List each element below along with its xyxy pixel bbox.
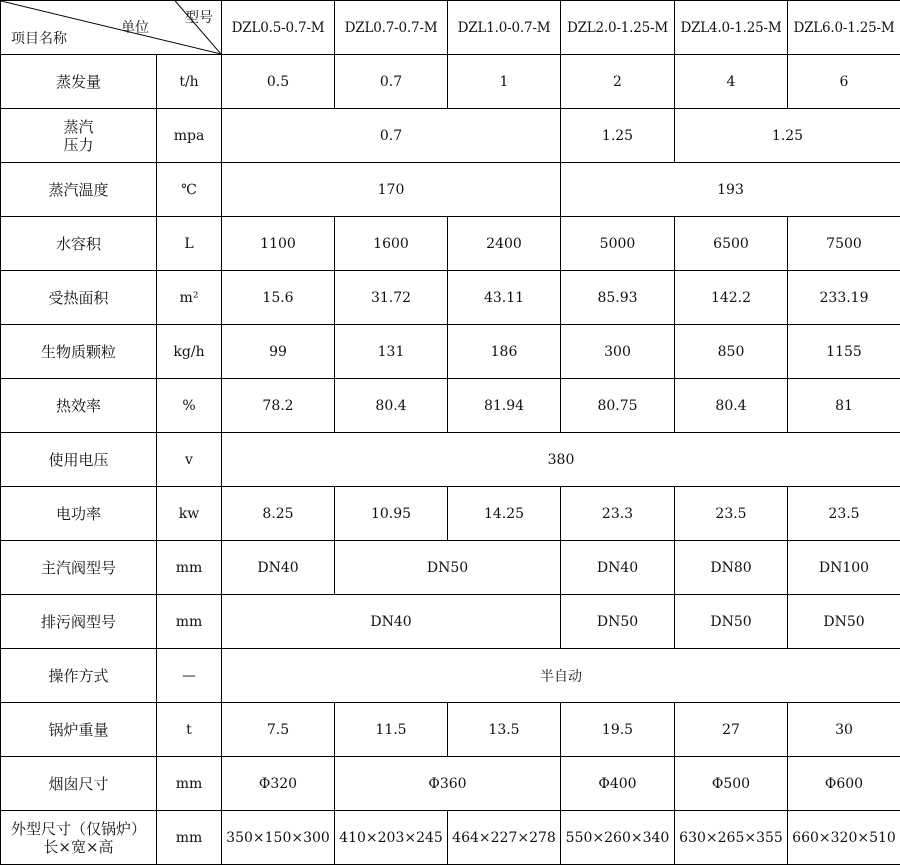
unit-cell: ℃ [157,163,222,217]
unit-cell: t [157,703,222,757]
value-cell: 660×320×510 [788,811,900,865]
table-row [1,703,900,757]
row-label: 热效率 [1,379,157,433]
value-cell: 6500 [675,217,788,271]
row-label-line2: 压力 [63,136,93,154]
value-cell: 81.94 [448,379,561,433]
corner-model-label: 型号 [185,7,213,27]
unit-cell: t/h [157,55,222,109]
row-label: 蒸汽温度 [1,163,157,217]
table-row [1,757,900,811]
corner-item-label: 项目名称 [11,28,67,48]
unit-cell: % [157,379,222,433]
value-cell: 142.2 [675,271,788,325]
model-header-1: DZL0.5-0.7-M [222,1,335,55]
value-cell: Φ500 [675,757,788,811]
value-cell: 131 [335,325,448,379]
value-cell: 8.25 [222,487,335,541]
table-row [1,811,900,865]
value-cell: 11.5 [335,703,448,757]
corner-unit-label: 单位 [121,17,149,37]
value-cell: 78.2 [222,379,335,433]
value-cell: DN50 [788,595,900,649]
table-row [1,379,900,433]
value-cell: 14.25 [448,487,561,541]
value-cell: 380 [222,433,900,487]
value-cell: 464×227×278 [448,811,561,865]
row-label: 电功率 [1,487,157,541]
value-cell: DN100 [788,541,900,595]
table-row [1,325,900,379]
unit-cell: mm [157,595,222,649]
unit-cell: — [157,649,222,703]
value-cell: DN50 [335,541,561,595]
value-cell: 7.5 [222,703,335,757]
value-cell: 27 [675,703,788,757]
value-cell: 850 [675,325,788,379]
row-label-line1: 外型尺寸（仅锅炉） [11,820,146,838]
value-cell: 80.75 [561,379,675,433]
row-label: 生物质颗粒 [1,325,157,379]
value-cell: 1 [448,55,561,109]
value-cell: 6 [788,55,900,109]
value-cell: 23.3 [561,487,675,541]
value-cell: 550×260×340 [561,811,675,865]
value-cell: 2400 [448,217,561,271]
value-cell: 1155 [788,325,900,379]
value-cell: 13.5 [448,703,561,757]
value-cell: 7500 [788,217,900,271]
value-cell: 630×265×355 [675,811,788,865]
table-row [1,649,900,703]
value-cell: Φ320 [222,757,335,811]
row-label: 主汽阀型号 [1,541,157,595]
unit-cell: mm [157,811,222,865]
unit-cell: kw [157,487,222,541]
model-header-6: DZL6.0-1.25-M [788,1,900,55]
row-label: 烟囱尺寸 [1,757,157,811]
value-cell: 99 [222,325,335,379]
value-cell: 30 [788,703,900,757]
value-cell: 19.5 [561,703,675,757]
value-cell: 5000 [561,217,675,271]
unit-cell: mpa [157,109,222,163]
value-cell: 1.25 [561,109,675,163]
value-cell: 85.93 [561,271,675,325]
table-row [1,271,900,325]
row-label [1,109,157,163]
row-label: 排污阀型号 [1,595,157,649]
unit-cell: m² [157,271,222,325]
value-cell: 23.5 [675,487,788,541]
value-cell: 31.72 [335,271,448,325]
unit-cell: L [157,217,222,271]
table-row [1,487,900,541]
header-row [1,1,900,55]
value-cell: 1600 [335,217,448,271]
value-cell: 300 [561,325,675,379]
model-header-5: DZL4.0-1.25-M [675,1,788,55]
value-cell: 43.11 [448,271,561,325]
unit-cell: mm [157,757,222,811]
value-cell: 80.4 [335,379,448,433]
unit-cell: v [157,433,222,487]
value-cell: Φ400 [561,757,675,811]
value-cell: 4 [675,55,788,109]
row-label-line1: 蒸汽 [63,118,93,136]
value-cell: 15.6 [222,271,335,325]
row-label-line2: 长×宽×高 [43,838,113,856]
table-row [1,595,900,649]
value-cell: 186 [448,325,561,379]
model-header-2: DZL0.7-0.7-M [335,1,448,55]
row-label [1,811,157,865]
model-header-3: DZL1.0-0.7-M [448,1,561,55]
value-cell: 350×150×300 [222,811,335,865]
value-cell: 193 [561,163,900,217]
corner-header-cell [1,1,222,55]
value-cell: DN40 [222,541,335,595]
value-cell: 80.4 [675,379,788,433]
table-row [1,55,900,109]
value-cell: Φ360 [335,757,561,811]
value-cell: 81 [788,379,900,433]
value-cell: 10.95 [335,487,448,541]
value-cell: 410×203×245 [335,811,448,865]
row-label: 锅炉重量 [1,703,157,757]
row-label: 使用电压 [1,433,157,487]
value-cell: 半自动 [222,649,900,703]
value-cell: 0.7 [335,55,448,109]
value-cell: 23.5 [788,487,900,541]
value-cell: DN40 [561,541,675,595]
value-cell: Φ600 [788,757,900,811]
value-cell: 0.5 [222,55,335,109]
value-cell: 1.25 [675,109,900,163]
unit-cell: mm [157,541,222,595]
value-cell: DN40 [222,595,561,649]
table-row [1,163,900,217]
value-cell: 170 [222,163,561,217]
value-cell: 0.7 [222,109,561,163]
model-header-4: DZL2.0-1.25-M [561,1,675,55]
value-cell: DN80 [675,541,788,595]
row-label: 操作方式 [1,649,157,703]
value-cell: DN50 [561,595,675,649]
table-row [1,217,900,271]
value-cell: 1100 [222,217,335,271]
table-row [1,109,900,163]
row-label: 蒸发量 [1,55,157,109]
value-cell: 2 [561,55,675,109]
table-row [1,433,900,487]
value-cell: DN50 [675,595,788,649]
row-label: 受热面积 [1,271,157,325]
table-row [1,541,900,595]
row-label: 水容积 [1,217,157,271]
value-cell: 233.19 [788,271,900,325]
unit-cell: kg/h [157,325,222,379]
